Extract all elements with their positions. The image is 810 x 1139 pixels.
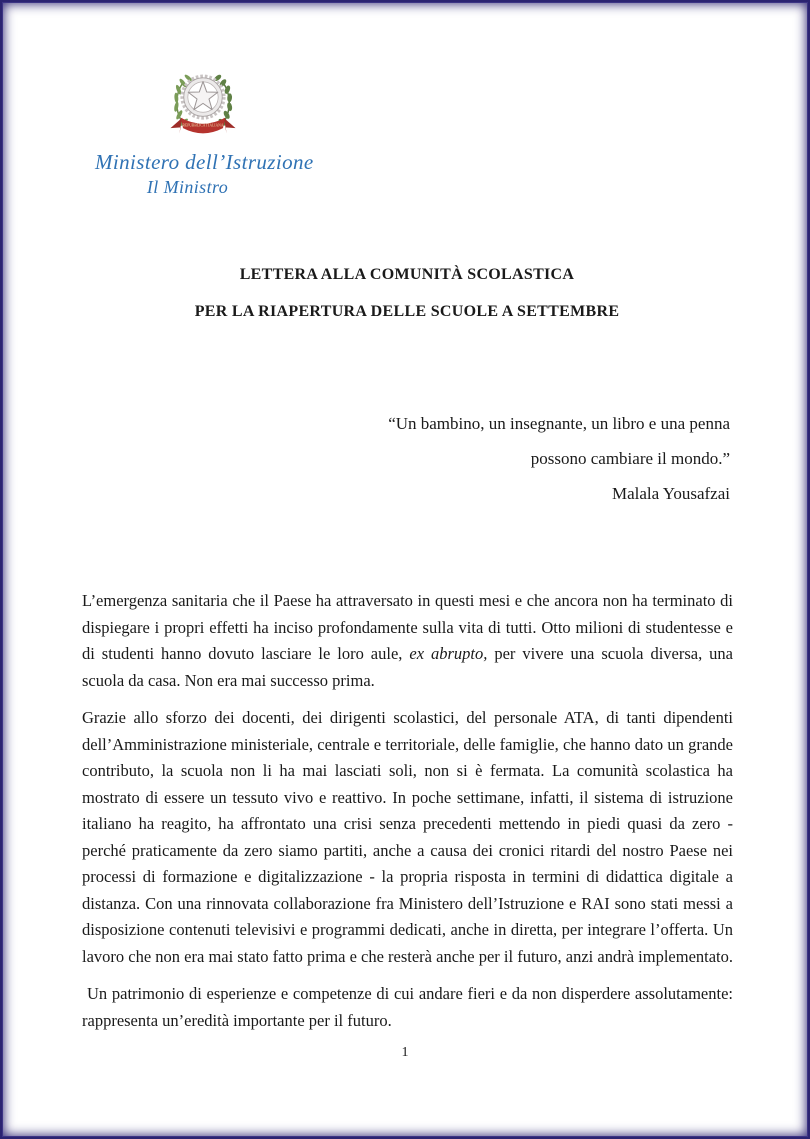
emblem-ribbon: [170, 118, 235, 134]
body-paragraph-2: Grazie allo sforzo dei docenti, dei dirigenti scolastici, del personale ATA, di tanti dipendenti dell’Amministrazione ministeriale, centrale e territoriale, delle famiglie, che hanno dato un grande contributo, la scuola non li ha mai lasciati soli, non si è fermata. La comunità scolastica ha mostrato di essere un tessuto vivo e reattivo. In poche settimane, infatti, il sistema di istruzione italiano ha reagito, ha affrontato una crisi senza precedenti mettendo in piedi quasi da zero - perché praticamente da zero siamo partiti, anche a causa dei cronici ritardi del nostro Paese nei processi di formazione e digitalizzazione - la propria risposta in termini di didattica digitale a distanza. Con una rinnovata collaborazione fra Ministero dell’Istruzione e RAI sono stati messi a disposizione contenuti televisivi e programmi dedicati, anche in diretta, per integrare l’offerta. Un lavoro che non era mai stato fatto prima e che resterà anche per il futuro, anzi andrà implementato.: [82, 708, 734, 966]
minister-office: Il Ministro: [146, 177, 229, 197]
quote-attribution: Malala Yousafzai: [611, 484, 730, 503]
quote-line-1: “Un bambino, un insegnante, un libro e una penna: [388, 414, 730, 433]
quote-block: [82, 406, 730, 511]
emblem-ribbon-text: REPUBBLICA ITALIANA: [182, 123, 223, 128]
letter-title-line-2: PER LA RIAPERTURA DELLE SCUOLE A SETTEMBRE: [194, 303, 620, 320]
letter-body: [82, 588, 733, 1045]
body-paragraph-3: Un patrimonio di esperienze e competenze di cui andare fieri e da non disperdere assolutamente: rappresenta un’eredità importante per il futuro.: [82, 984, 733, 1030]
page-number: 1: [401, 1045, 409, 1060]
paragraph-1-text-start: L’emergenza sanitaria che il Paese ha attraversato in questi mesi e che ancora non ha terminato di dispiegare i propri effetti ha inciso profondamente sulla vita di tutti. Otto milioni di studentesse e di studenti hanno dovuto lasciare le loro aule,: [82, 591, 733, 663]
italian-republic-emblem-icon: [166, 64, 240, 142]
paragraph-1-latin-phrase: ex abrupto,: [409, 644, 488, 663]
paragraph-1-text-end: per vivere una scuola diversa, una scuola da casa. Non era mai successo prima.: [82, 644, 734, 690]
letter-title-line-1: LETTERA ALLA COMUNITÀ SCOLASTICA: [239, 266, 575, 283]
body-paragraph-1: [82, 588, 733, 694]
quote-line-2: possono cambiare il mondo.”: [530, 449, 730, 468]
letter-title: [82, 256, 732, 330]
letterhead: [95, 64, 314, 198]
ministry-name: Ministero dell’Istruzione: [95, 150, 314, 174]
